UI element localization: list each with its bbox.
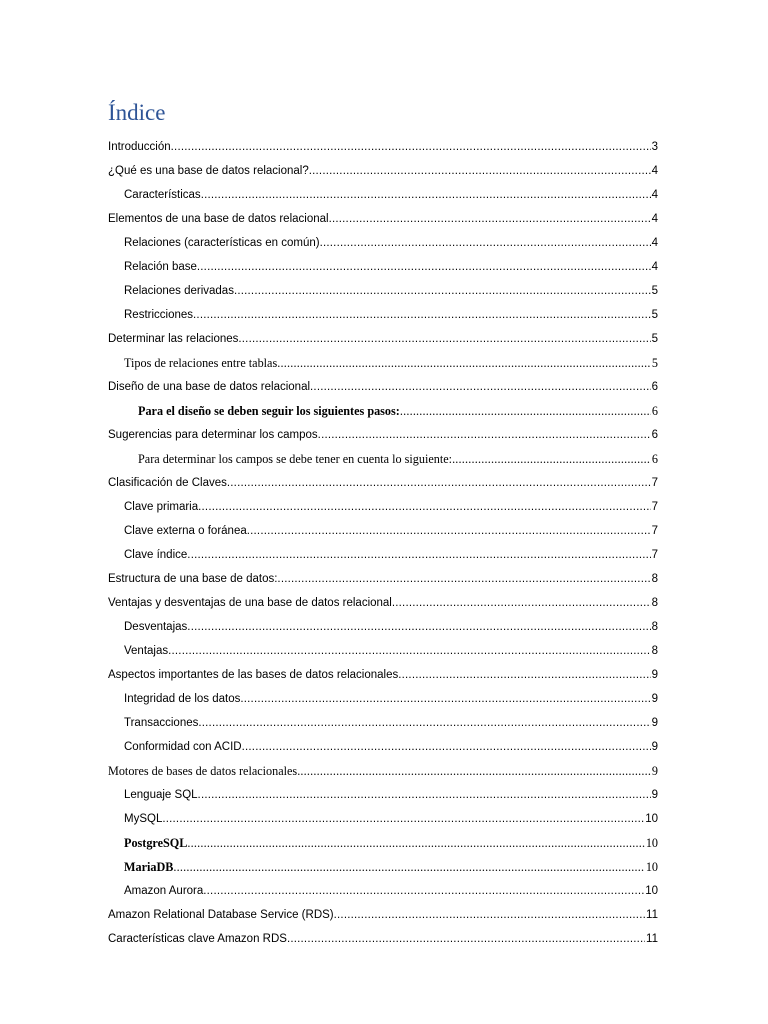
toc-entry[interactable] — [108, 906, 658, 930]
toc-entry[interactable] — [108, 522, 658, 546]
toc-entry-page-number: 3 — [651, 141, 658, 153]
toc-entry-page-number: 9 — [651, 717, 658, 729]
toc-dot-leader — [193, 306, 651, 324]
toc-entry-page-number: 4 — [651, 189, 658, 201]
toc-dot-leader — [187, 618, 650, 636]
toc-dot-leader — [227, 474, 651, 492]
toc-dot-leader — [400, 402, 651, 420]
toc-entry-page-number: 8 — [651, 621, 658, 633]
toc-entry-label: Estructura de una base de datos: — [108, 573, 278, 585]
toc-dot-leader — [203, 882, 644, 900]
toc-entry-label: Determinar las relaciones — [108, 333, 239, 345]
toc-entry-label: Características clave Amazon RDS — [108, 933, 287, 945]
toc-dot-leader — [334, 906, 645, 924]
toc-entry-page-number: 9 — [651, 741, 658, 753]
toc-entry-page-number: 5 — [651, 356, 658, 370]
toc-dot-leader — [277, 570, 650, 588]
toc-entry-label: Amazon Relational Database Service (RDS) — [108, 909, 334, 921]
toc-entry-page-number: 4 — [651, 261, 658, 273]
toc-entry-label: Integridad de los datos — [124, 693, 241, 705]
toc-entry[interactable] — [108, 642, 658, 666]
toc-entry-label: Diseño de una base de datos relacional — [108, 381, 311, 393]
toc-entry-label: Restricciones — [124, 309, 194, 321]
toc-dot-leader — [168, 642, 650, 660]
toc-dot-leader — [201, 186, 651, 204]
toc-entry-label: Para el diseño se deben seguir los siguientes pasos: — [138, 404, 400, 418]
toc-entry-label: Transacciones — [124, 717, 199, 729]
toc-entry-label: Clasificación de Claves — [108, 477, 227, 489]
toc-entry[interactable] — [108, 666, 658, 690]
toc-entry-page-number: 5 — [651, 333, 658, 345]
toc-entry-label: Lenguaje SQL — [124, 789, 198, 801]
toc-entry-page-number: 5 — [651, 309, 658, 321]
toc-entry-page-number: 9 — [651, 764, 658, 778]
toc-dot-leader — [198, 498, 650, 516]
toc-entry[interactable] — [108, 786, 658, 810]
toc-entry[interactable] — [108, 234, 658, 258]
toc-dot-leader — [287, 930, 645, 948]
toc-entry[interactable] — [108, 474, 658, 498]
toc-dot-leader — [320, 234, 651, 252]
toc-entry[interactable] — [108, 402, 658, 426]
toc-entry-page-number: 7 — [651, 525, 658, 537]
toc-entry-label: Aspectos importantes de las bases de datos relacionales — [108, 669, 399, 681]
toc-entry[interactable] — [108, 306, 658, 330]
toc-entry-label: Motores de bases de datos relacionales — [108, 764, 298, 778]
toc-entry-label: Ventajas y desventajas de una base de datos relacional — [108, 597, 392, 609]
toc-entry[interactable] — [108, 714, 658, 738]
toc-dot-leader — [187, 834, 644, 852]
toc-dot-leader — [277, 354, 651, 372]
toc-dot-leader — [198, 786, 651, 804]
toc-entry-page-number: 7 — [651, 501, 658, 513]
toc-dot-leader — [242, 738, 651, 756]
toc-entry[interactable] — [108, 762, 658, 786]
toc-entry-page-number: 4 — [651, 165, 658, 177]
toc-entry-label: ¿Qué es una base de datos relacional? — [108, 165, 309, 177]
toc-dot-leader — [198, 714, 650, 732]
toc-entry-page-number: 8 — [651, 573, 658, 585]
toc-entry[interactable] — [108, 570, 658, 594]
toc-entry-page-number: 9 — [651, 789, 658, 801]
toc-dot-leader — [398, 666, 650, 684]
toc-entry-page-number: 10 — [645, 813, 658, 825]
toc-entry-page-number: 6 — [651, 381, 658, 393]
toc-entry[interactable] — [108, 594, 658, 618]
toc-entry-label: Relación base — [124, 261, 197, 273]
toc-entry-page-number: 5 — [651, 285, 658, 297]
toc-dot-leader — [162, 810, 644, 828]
toc-dot-leader — [329, 210, 651, 228]
toc-entry[interactable] — [108, 930, 658, 954]
toc-entry-label: Clave externa o foránea — [124, 525, 247, 537]
toc-entry-page-number: 10 — [645, 836, 658, 850]
toc-entry-label: Ventajas — [124, 645, 169, 657]
toc-entry-label: Relaciones derivadas — [124, 285, 234, 297]
toc-entry[interactable] — [108, 282, 658, 306]
toc-entry[interactable] — [108, 258, 658, 282]
toc-entry-label: Conformidad con ACID — [124, 741, 242, 753]
toc-dot-leader — [310, 378, 651, 396]
toc-dot-leader — [247, 522, 651, 540]
page-title: Índice — [108, 100, 166, 125]
toc-dot-leader — [187, 546, 650, 564]
toc-entry[interactable] — [108, 546, 658, 570]
toc-dot-leader — [171, 138, 651, 156]
toc-entry-label: Elementos de una base de datos relacional — [108, 213, 329, 225]
toc-entry-page-number: 11 — [646, 933, 658, 945]
toc-entry-label: Introducción — [108, 141, 171, 153]
toc-entry[interactable] — [108, 498, 658, 522]
toc-dot-leader — [240, 690, 650, 708]
toc-entry-page-number: 7 — [651, 477, 658, 489]
toc-entry-page-number: 9 — [651, 669, 658, 681]
toc-entry-label: Relaciones (características en común) — [124, 237, 320, 249]
toc-entry[interactable] — [108, 162, 658, 186]
toc-entry-page-number: 8 — [651, 597, 658, 609]
table-of-contents — [108, 138, 658, 954]
toc-entry[interactable] — [108, 354, 658, 378]
toc-entry-page-number: 8 — [651, 645, 658, 657]
toc-dot-leader — [452, 450, 651, 468]
toc-entry-label: MySQL — [124, 813, 163, 825]
toc-entry-page-number: 4 — [651, 237, 658, 249]
toc-entry-label: Clave primaria — [124, 501, 199, 513]
toc-entry-label: Amazon Aurora — [124, 885, 204, 897]
toc-dot-leader — [234, 282, 651, 300]
toc-entry-label: Características — [124, 189, 201, 201]
toc-entry[interactable] — [108, 186, 658, 210]
toc-entry-page-number: 6 — [651, 452, 658, 466]
toc-dot-leader — [392, 594, 651, 612]
toc-dot-leader — [173, 858, 644, 876]
toc-entry[interactable] — [108, 330, 658, 354]
toc-entry-label: Tipos de relaciones entre tablas — [124, 356, 278, 370]
toc-entry-page-number: 7 — [651, 549, 658, 561]
toc-dot-leader — [309, 162, 651, 180]
toc-entry[interactable] — [108, 426, 658, 450]
toc-entry-page-number: 9 — [651, 693, 658, 705]
toc-entry-page-number: 6 — [651, 429, 658, 441]
toc-entry-label: Desventajas — [124, 621, 188, 633]
toc-entry-label: Sugerencias para determinar los campos — [108, 429, 318, 441]
toc-entry-page-number: 11 — [646, 909, 658, 921]
toc-dot-leader — [238, 330, 650, 348]
toc-dot-leader — [297, 762, 651, 780]
toc-entry-page-number: 4 — [651, 213, 658, 225]
toc-entry-page-number: 10 — [645, 860, 658, 874]
toc-entry-label: Para determinar los campos se debe tener en cuenta lo siguiente: — [138, 452, 453, 466]
toc-entry[interactable] — [108, 690, 658, 714]
toc-entry[interactable] — [108, 738, 658, 762]
toc-entry-page-number: 10 — [645, 885, 658, 897]
toc-entry[interactable] — [108, 378, 658, 402]
toc-entry-label: Clave índice — [124, 549, 188, 561]
toc-entry[interactable] — [108, 882, 658, 906]
toc-entry[interactable] — [108, 450, 658, 474]
toc-dot-leader — [197, 258, 651, 276]
toc-entry[interactable] — [108, 810, 658, 834]
toc-entry[interactable] — [108, 210, 658, 234]
toc-entry-label: MariaDB — [124, 860, 174, 874]
toc-entry-label: PostgreSQL — [124, 836, 188, 850]
toc-dot-leader — [318, 426, 651, 444]
toc-entry-page-number: 6 — [651, 404, 658, 418]
toc-entry[interactable] — [108, 618, 658, 642]
toc-entry[interactable] — [108, 138, 658, 162]
toc-entry[interactable] — [108, 834, 658, 858]
toc-entry[interactable] — [108, 858, 658, 882]
